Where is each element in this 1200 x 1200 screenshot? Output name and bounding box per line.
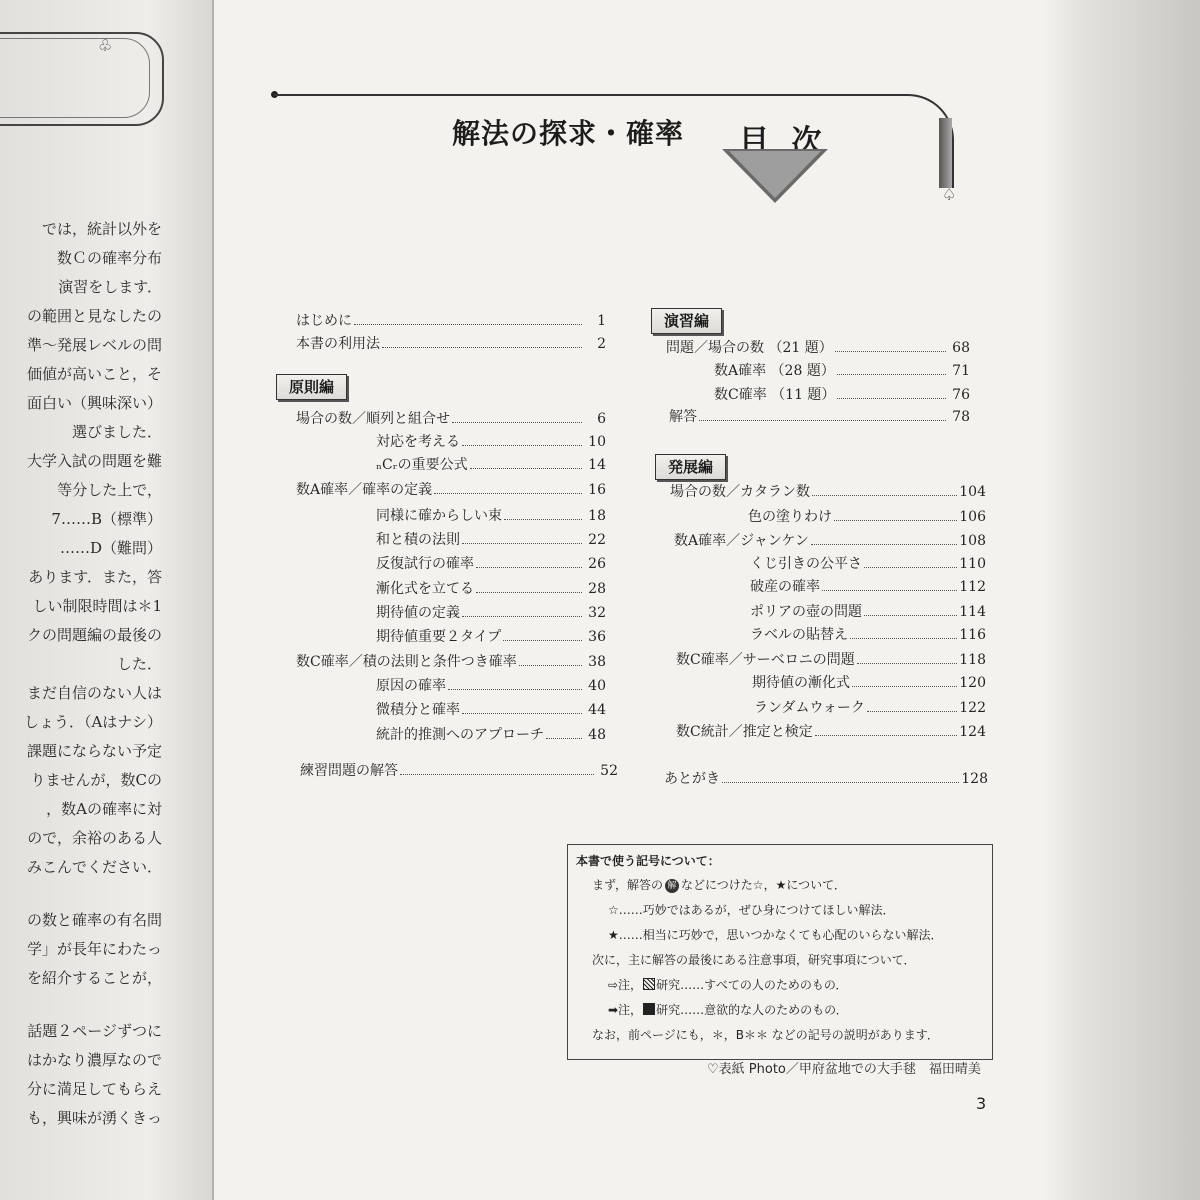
toc-leader-dots — [837, 397, 946, 399]
toc-entry-page: 32 — [588, 605, 606, 621]
legend-line-7: なお，前ページにも，＊，B＊＊ などの記号の説明があります． — [592, 1028, 939, 1042]
toc-leader-dots — [699, 419, 946, 421]
toc-entry-title: 解答 — [669, 409, 697, 425]
page-title: 解法の探求・確率 — [452, 117, 685, 150]
toc-entry-page: 104 — [959, 484, 986, 500]
left-page-line: 課題にならない予定 — [26, 742, 162, 760]
toc-entry[interactable] — [376, 505, 606, 527]
toc-entry-page: 128 — [961, 771, 988, 787]
contents-heading: 目 次 — [739, 124, 828, 159]
toc-entry-page: 68 — [952, 340, 970, 356]
toc-leader-dots — [503, 639, 582, 641]
toc-leader-dots — [434, 492, 582, 494]
left-page-line: 7……B（標準） — [51, 510, 162, 528]
left-page-line: ので，余裕のある人 — [27, 829, 162, 847]
toc-entry[interactable] — [748, 506, 986, 528]
left-page-line: 等分した上で， — [57, 481, 162, 499]
toc-entry[interactable] — [376, 675, 606, 697]
toc-leader-dots — [400, 773, 594, 775]
toc-entry-title: 練習問題の解答 — [300, 763, 398, 779]
right-page — [214, 0, 1044, 1200]
toc-entry-page: 71 — [952, 363, 970, 379]
legend-line-4: 次に，主に解答の最後にある注意事項，研究事項について． — [592, 953, 916, 967]
toc-leader-dots — [822, 589, 957, 591]
toc-leader-dots — [811, 543, 957, 545]
toc-leader-dots — [837, 373, 946, 375]
left-page-line: の数と確率の有名問 — [26, 911, 162, 929]
left-page-line: の範囲と見なしたの — [26, 307, 162, 325]
toc-entry-title: 数C確率 （11 題） — [714, 387, 836, 403]
toc-leader-dots — [815, 734, 958, 736]
section-label-hatten: 発展編 — [655, 454, 726, 480]
toc-entry-page: 38 — [588, 654, 606, 670]
toc-entry-page: 116 — [959, 627, 986, 643]
toc-leader-dots — [354, 323, 582, 325]
left-page-line: 大学入試の問題を難 — [26, 452, 162, 470]
toc-leader-dots — [857, 662, 958, 664]
left-page-line: 数Ｃの確率分布 — [56, 249, 162, 267]
toc-entry[interactable] — [296, 651, 606, 673]
toc-entry[interactable] — [750, 553, 986, 575]
toc-entry[interactable] — [376, 454, 606, 476]
left-page-line: を紹介することが， — [26, 969, 162, 987]
legend-line-5 — [608, 975, 847, 996]
toc-entry-title: はじめに — [296, 313, 352, 329]
toc-entry[interactable] — [376, 431, 606, 453]
toc-entry-title: 数C確率／サーベロニの問題 — [676, 652, 855, 668]
toc-entry-page: 18 — [588, 508, 606, 524]
toc-entry[interactable] — [300, 760, 618, 782]
toc-entry[interactable] — [376, 626, 606, 648]
toc-entry[interactable] — [376, 553, 606, 575]
toc-leader-dots — [867, 710, 957, 712]
toc-entry-title: 問題／場合の数 （21 題） — [666, 340, 833, 356]
toc-entry-title: ランダムウォーク — [754, 700, 865, 716]
toc-entry-title: 破産の確率 — [750, 579, 820, 595]
left-page-line: ……D（難問） — [59, 539, 162, 557]
toc-entry[interactable] — [676, 649, 986, 671]
legend-line-1-text-a: まず，解答の — [592, 878, 664, 892]
left-page-line: も，興味が湧くきっ — [26, 1109, 162, 1127]
toc-entry-title: 和と積の法則 — [376, 532, 460, 548]
toc-entry-title: あとがき — [664, 771, 720, 787]
left-page-line: 価値が高いこと，そ — [26, 365, 162, 383]
left-page-line: 分に満足してもらえ — [26, 1080, 162, 1098]
toc-entry-title: 反復試行の確率 — [376, 556, 474, 572]
toc-entry-title: 統計的推測へのアプローチ — [376, 727, 544, 743]
toc-leader-dots — [462, 712, 582, 714]
header-rule — [274, 94, 904, 96]
toc-entry-title: ポリアの壺の問題 — [750, 604, 862, 620]
left-page-line: りませんが，数Cの — [30, 771, 162, 789]
toc-entry[interactable] — [376, 602, 606, 624]
left-page-line: した． — [116, 655, 162, 673]
left-page-line: ，数Aの確率に対 — [46, 800, 162, 818]
toc-entry[interactable] — [296, 479, 606, 501]
down-triangle-highlight — [729, 151, 821, 198]
left-page — [0, 0, 212, 1200]
toc-entry-title: 数A確率／ジャンケン — [674, 533, 809, 549]
toc-entry-title: 数A確率 （28 題） — [714, 363, 835, 379]
toc-leader-dots — [834, 519, 957, 521]
section-label-enshu: 演習編 — [651, 308, 722, 334]
legend-line-1 — [592, 875, 846, 896]
toc-entry[interactable] — [666, 337, 970, 359]
left-page-line: 選びました． — [71, 423, 162, 441]
legend-line-5-text-b: 研究……すべての人のためのもの． — [656, 978, 848, 992]
toc-leader-dots — [519, 664, 582, 666]
toc-entry-page: 124 — [959, 724, 986, 740]
left-page-line — [0, 882, 212, 906]
toc-entry-title: くじ引きの公平さ — [750, 556, 862, 572]
toc-entry-title: 数A確率／確率の定義 — [296, 482, 433, 498]
toc-entry-page: 106 — [959, 509, 986, 525]
toc-entry-title: 期待値重要２タイプ — [376, 629, 502, 645]
toc-entry-page: 52 — [600, 763, 618, 779]
toc-entry-title: 期待値の定義 — [376, 605, 460, 621]
toc-leader-dots — [722, 781, 959, 783]
toc-leader-dots — [476, 566, 582, 568]
toc-entry-title: 同様に確からしい束 — [376, 508, 502, 524]
toc-entry[interactable] — [714, 384, 970, 406]
toc-entry-page: 122 — [959, 700, 986, 716]
toc-leader-dots — [504, 518, 582, 520]
left-page-line: 演習をします． — [58, 278, 162, 296]
toc-leader-dots — [462, 615, 582, 617]
cover-photo-credit: ♡表紙 Photo／甲府盆地での大手毬 福田晴美 — [707, 1062, 981, 1077]
toc-entry-page: 14 — [588, 457, 606, 473]
toc-entry-page: 120 — [959, 675, 986, 691]
toc-entry-title: 対応を考える — [376, 434, 460, 450]
spade-icon: ♤ — [942, 185, 957, 204]
left-page-line: 面白い（興味深い） — [26, 394, 162, 412]
symbol-legend-box — [567, 844, 993, 1060]
header-bar — [939, 118, 952, 188]
toc-entry-title: 微積分と確率 — [376, 702, 460, 718]
toc-entry-page: 28 — [588, 581, 606, 597]
toc-entry-page: 10 — [588, 434, 606, 450]
toc-entry[interactable] — [752, 672, 986, 694]
toc-leader-dots — [462, 542, 582, 544]
toc-entry[interactable] — [750, 576, 986, 598]
toc-entry-page: 114 — [959, 604, 986, 620]
toc-entry-title: 原因の確率 — [376, 678, 446, 694]
toc-entry-page: 1 — [597, 313, 606, 329]
toc-leader-dots — [864, 614, 957, 616]
left-page-text — [0, 215, 212, 1133]
toc-entry-page: 22 — [588, 532, 606, 548]
legend-line-6 — [608, 1000, 848, 1021]
legend-line-6-text-b: 研究……意欲的な人のためのもの． — [656, 1003, 848, 1017]
legend-line-6-text-a: ➡注， — [608, 1003, 643, 1017]
toc-leader-dots — [448, 688, 582, 690]
left-page-line: あります．また，答 — [28, 568, 162, 586]
toc-entry-page: 110 — [959, 556, 986, 572]
section-label-gensoku: 原則編 — [276, 374, 347, 400]
left-page-line: クの問題編の最後の — [26, 626, 162, 644]
toc-entry-title: 数C統計／推定と検定 — [676, 724, 813, 740]
toc-entry-title: 場合の数／順列と組合せ — [296, 411, 450, 427]
toc-entry-page: 78 — [952, 409, 970, 425]
toc-entry[interactable] — [376, 578, 606, 600]
toc-entry-title: 本書の利用法 — [296, 336, 380, 352]
toc-leader-dots — [546, 737, 582, 739]
left-page-line: みこんでください． — [26, 858, 162, 876]
toc-entry-page: 16 — [588, 482, 606, 498]
solid-square-icon — [643, 1003, 655, 1015]
toc-entry[interactable] — [754, 697, 986, 719]
toc-entry-title: 期待値の漸化式 — [752, 675, 850, 691]
left-page-line: しい制限時間は＊1 — [32, 597, 162, 615]
left-page-line: では，統計以外を — [41, 220, 162, 238]
toc-leader-dots — [476, 591, 582, 593]
left-header-frame-inner — [0, 38, 150, 118]
toc-entry[interactable] — [750, 601, 986, 623]
legend-line-1-text-b: などにつけた☆，★について． — [681, 878, 846, 892]
toc-entry[interactable] — [670, 481, 986, 503]
toc-entry-page: 6 — [597, 411, 606, 427]
legend-line-3: ★……相当に巧妙で，思いつかなくても心配のいらない解法． — [608, 928, 943, 942]
toc-entry-title: 場合の数／カタラン数 — [670, 484, 810, 500]
toc-leader-dots — [452, 421, 582, 423]
toc-entry[interactable] — [296, 408, 606, 430]
left-page-line — [0, 993, 212, 1017]
toc-entry-page: 48 — [588, 727, 606, 743]
hatched-square-icon — [643, 978, 655, 990]
toc-leader-dots — [852, 685, 957, 687]
toc-leader-dots — [470, 467, 582, 469]
toc-entry-page: 44 — [588, 702, 606, 718]
left-page-line: はかなり濃厚なので — [26, 1051, 162, 1069]
toc-leader-dots — [462, 444, 582, 446]
toc-entry[interactable] — [296, 333, 606, 355]
toc-leader-dots — [850, 637, 957, 639]
toc-entry-page: 2 — [597, 336, 606, 352]
toc-entry-title: 漸化式を立てる — [376, 581, 474, 597]
toc-entry-page: 26 — [588, 556, 606, 572]
toc-leader-dots — [864, 566, 957, 568]
toc-entry-title: ₙCᵣの重要公式 — [376, 457, 468, 473]
left-page-line: しょう．（Aはナシ） — [23, 713, 162, 731]
toc-entry-page: 108 — [959, 533, 986, 549]
toc-entry-title: ラベルの貼替え — [750, 627, 848, 643]
left-page-line: まだ自信のない人は — [26, 684, 162, 702]
toc-entry[interactable] — [669, 406, 970, 428]
left-page-line: 話題２ページずつに — [27, 1022, 162, 1040]
toc-entry-title: 数C確率／積の法則と条件つき確率 — [296, 654, 517, 670]
toc-entry-page: 112 — [959, 579, 986, 595]
left-page-line: 準〜発展レベルの問 — [26, 336, 162, 354]
toc-entry[interactable] — [664, 768, 988, 790]
kai-badge-icon: 解 — [665, 879, 679, 893]
toc-entry-page: 118 — [959, 652, 986, 668]
club-icon: ♧ — [98, 36, 113, 55]
toc-entry[interactable] — [296, 310, 606, 332]
toc-leader-dots — [812, 494, 957, 496]
toc-entry[interactable] — [674, 530, 986, 552]
toc-leader-dots — [382, 346, 582, 348]
toc-entry[interactable] — [376, 699, 606, 721]
toc-entry-page: 36 — [588, 629, 606, 645]
toc-entry-page: 40 — [588, 678, 606, 694]
legend-title: 本書で使う記号について： — [576, 854, 720, 868]
legend-line-2: ☆……巧妙ではあるが，ぜひ身につけてほしい解法． — [608, 903, 895, 917]
page-number: 3 — [976, 1094, 987, 1113]
toc-entry[interactable] — [750, 624, 986, 646]
toc-entry-page: 76 — [952, 387, 970, 403]
left-page-line: 学」が長年にわたっ — [26, 940, 162, 958]
toc-entry[interactable] — [376, 529, 606, 551]
legend-line-5-text-a: ⇨注， — [608, 978, 643, 992]
toc-entry[interactable] — [714, 360, 970, 382]
toc-entry[interactable] — [676, 721, 986, 743]
toc-entry[interactable] — [376, 724, 606, 746]
toc-entry-title: 色の塗りわけ — [748, 509, 832, 525]
toc-leader-dots — [835, 350, 946, 352]
